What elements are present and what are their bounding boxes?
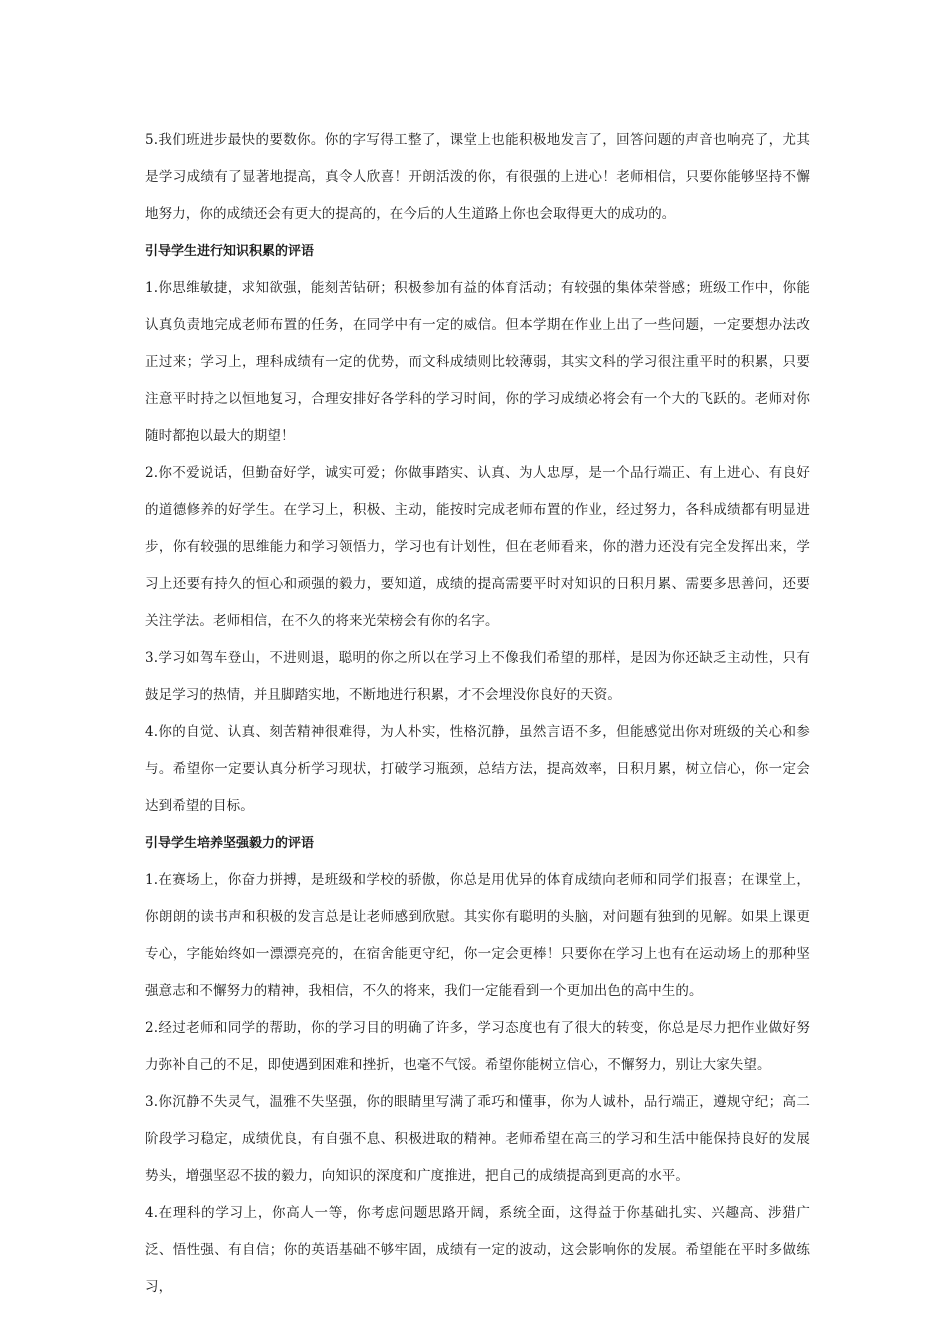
knowledge-item-1: 1.你思维敏捷，求知欲强，能刻苦钻研；积极参加有益的体育活动；有较强的集体荣誉感；班级工作中，你能认真负责地完成老师布置的任务，在同学中有一定的威信。但本学期在作业上出了一些问题，一定要想办法改正过来；学习上，理科成绩有一定的优势，而文科成绩则比较薄弱，其实文科的学习很注重平时的积累，只要注意平时持之以恒地复习，合理安排好各学科的学习时间，你的学习成绩必将会有一个大的飞跃的。老师对你随时都抱以最大的期望！	[145, 280, 810, 444]
section-heading-perseverance: 引导学生培养坚强毅力的评语	[145, 836, 315, 851]
perseverance-item-4: 4.在理科的学习上，你高人一等，你考虑问题思路开阔，系统全面，这得益于你基础扎实、兴趣高、涉猎广泛、悟性强、有自信；你的英语基础不够牢固，成绩有一定的波动，这会影响你的发展。希望能在平时多做练习，	[145, 1205, 810, 1295]
perseverance-item-2: 2.经过老师和同学的帮助，你的学习目的明确了许多，学习态度也有了很大的转变，你总是尽力把作业做好努力弥补自己的不足，即使遇到困难和挫折，也毫不气馁。希望你能树立信心，不懈努力，别让大家失望。	[145, 1020, 810, 1073]
document-page	[145, 122, 810, 1306]
perseverance-item-1: 1.在赛场上，你奋力拼搏，是班级和学校的骄傲，你总是用优异的体育成绩向老师和同学们报喜；在课堂上，你朗朗的读书声和积极的发言总是让老师感到欣慰。其实你有聪明的头脑，对问题有独到的见解。如果上课更专心，字能始终如一漂漂亮亮的，在宿舍能更守纪，你一定会更棒！只要你在学习上也有在运动场上的那种坚强意志和不懈努力的精神，我相信，不久的将来，我们一定能看到一个更加出色的高中生的。	[145, 872, 810, 999]
knowledge-item-3: 3.学习如驾车登山，不进则退，聪明的你之所以在学习上不像我们希望的那样，是因为你还缺乏主动性，只有鼓足学习的热情，并且脚踏实地，不断地进行积累，才不会埋没你良好的天资。	[145, 650, 810, 703]
knowledge-item-2: 2.你不爱说话，但勤奋好学，诚实可爱；你做事踏实、认真、为人忠厚，是一个品行端正、有上进心、有良好的道德修养的好学生。在学习上，积极、主动，能按时完成老师布置的作业，经过努力，各科成绩都有明显进步，你有较强的思维能力和学习领悟力，学习也有计划性，但在老师看来，你的潜力还没有完全发挥出来，学习上还要有持久的恒心和顽强的毅力，要知道，成绩的提高需要平时对知识的日积月累、需要多思善问，还要关注学法。老师相信，在不久的将来光荣榜会有你的名字。	[145, 465, 810, 629]
perseverance-item-3: 3.你沉静不失灵气，温雅不失坚强，你的眼睛里写满了乖巧和懂事，你为人诚朴，品行端正，遵规守纪；高二阶段学习稳定，成绩优良，有自强不息、积极进取的精神。老师希望在高三的学习和生活中能保持良好的发展势头，增强坚忍不拔的毅力，向知识的深度和广度推进，把自己的成绩提高到更高的水平。	[145, 1094, 810, 1184]
paragraph-item-5: 5.我们班进步最快的要数你。你的字写得工整了，课堂上也能积极地发言了，回答问题的声音也响亮了，尤其是学习成绩有了显著地提高，真令人欣喜！开朗活泼的你，有很强的上进心！老师相信，只要你能够坚持不懈地努力，你的成绩还会有更大的提高的，在今后的人生道路上你也会取得更大的成功的。	[145, 132, 810, 222]
section-heading-knowledge: 引导学生进行知识积累的评语	[145, 244, 315, 259]
knowledge-item-4: 4.你的自觉、认真、刻苦精神很难得，为人朴实，性格沉静，虽然言语不多，但能感觉出你对班级的关心和参与。希望你一定要认真分析学习现状，打破学习瓶颈，总结方法，提高效率，日积月累，树立信心，你一定会达到希望的目标。	[145, 724, 810, 814]
